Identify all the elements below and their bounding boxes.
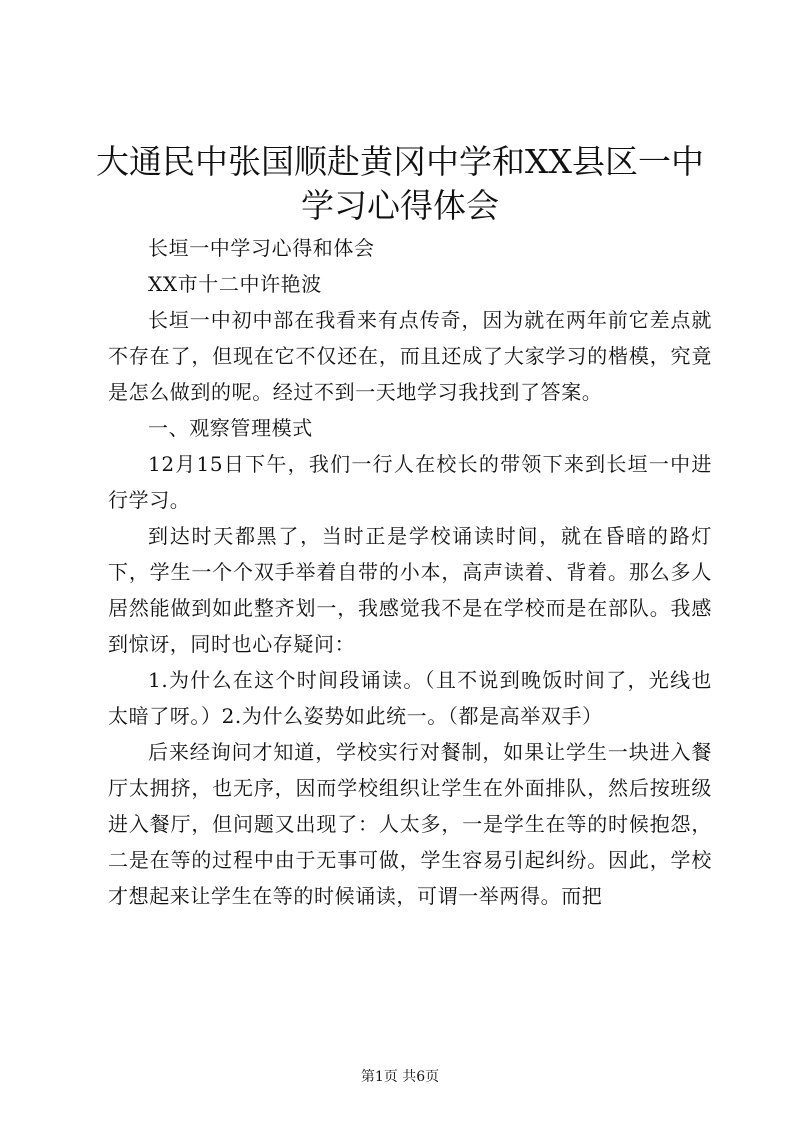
page-footer: 第1页 共6页	[360, 1069, 440, 1085]
paragraph: 1.为什么在这个时间段诵读。（且不说到晚饭时间了，光线也太暗了呀。）2.为什么姿势如此统一。（都是高举双手）	[108, 668, 712, 728]
section-heading: 一、观察管理模式	[148, 416, 313, 440]
paragraph-intro: 长垣一中初中部在我看来有点传奇，因为就在两年前它差点就不存在了，但现在它不仅还在，而且还成了大家学习的楷模，究竟是怎么做到的呢。经过不到一天地学习我找到了答案。	[108, 308, 712, 404]
paragraph: 12月15日下午，我们一行人在校长的带领下来到长垣一中进行学习。	[108, 452, 712, 512]
paragraph: 后来经询问才知道，学校实行对餐制，如果让学生一块进入餐厅太拥挤，也无序，因而学校组织让学生在外面排队，然后按班级进入餐厅，但问题又出现了：人太多，一是学生在等的时候抱怨，二是在等的过程中由于无事可做，学生容易引起纠纷。因此，学校才想起来让学生在等的时候诵读，可谓一举两得。而把	[108, 740, 712, 908]
document-title: 大通民中张国顺赴黄冈中学和XX县区一中学习心得体会	[96, 142, 704, 225]
paragraph-author: XX市十二中许艳波	[148, 272, 322, 296]
document-body	[108, 230, 712, 914]
paragraph: 到达时天都黑了，当时正是学校诵读时间，就在昏暗的路灯下，学生一个个双手举着自带的小本，高声读着、背着。那么多人居然能做到如此整齐划一，我感觉我不是在学校而是在部队。我感到惊讶，同时也心存疑问：	[108, 524, 712, 656]
paragraph-subtitle: 长垣一中学习心得和体会	[148, 236, 375, 260]
